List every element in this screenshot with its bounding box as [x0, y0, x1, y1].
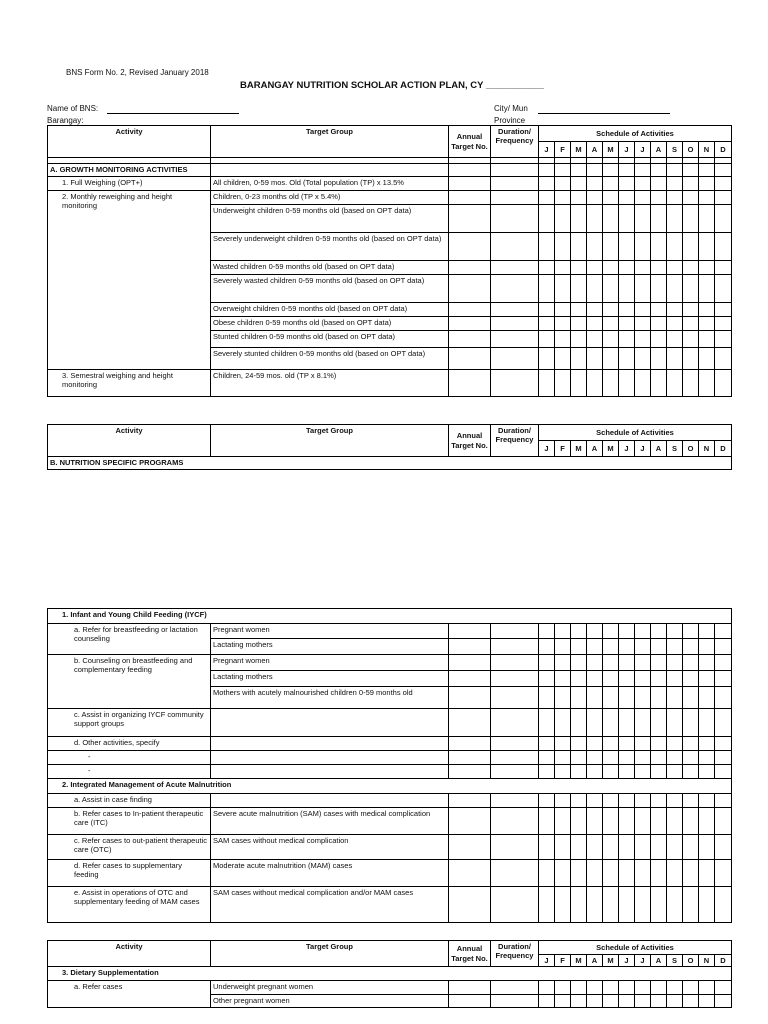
month-dec: D: [715, 955, 732, 967]
duration-header: Duration/ Frequency: [491, 126, 539, 158]
activity-cell: 3. Semestral weighing and height monitoring: [48, 370, 211, 397]
month-sep: S: [667, 441, 683, 457]
month-apr: A: [587, 441, 603, 457]
iycf-title: 1. Infant and Young Child Feeding (IYCF): [48, 609, 732, 624]
month-nov: N: [699, 955, 715, 967]
dietary-title: 3. Dietary Supplementation: [48, 967, 732, 981]
target-cell: Moderate acute malnutrition (MAM) cases: [211, 860, 449, 887]
target-cell: Mothers with acutely malnourished children 0-59 months old: [211, 687, 449, 709]
month-aug: A: [651, 955, 667, 967]
schedule-header: Schedule of Activities: [539, 425, 732, 441]
month-nov: N: [699, 441, 715, 457]
province-label: Province: [494, 116, 526, 125]
month-jun: J: [619, 142, 635, 158]
month-oct: O: [683, 955, 699, 967]
section-a-title: A. GROWTH MONITORING ACTIVITIES: [48, 164, 211, 177]
activity-cell: a. Refer cases: [48, 981, 211, 1008]
target-cell: Wasted children 0-59 months old (based on OPT data): [211, 261, 449, 275]
table-row: [48, 655, 732, 671]
table-row: [48, 191, 732, 205]
month-may: M: [603, 441, 619, 457]
target-cell: Children, 0-23 months old (TP x 5.4%): [211, 191, 449, 205]
duration-header: Duration/ Frequency: [491, 425, 539, 457]
month-feb: F: [555, 441, 571, 457]
target-cell: Severely wasted children 0-59 months old (based on OPT data): [211, 275, 449, 303]
table-row: [48, 709, 732, 737]
month-apr: A: [587, 955, 603, 967]
target-cell: SAM cases without medical complication and/or MAM cases: [211, 887, 449, 923]
month-sep: S: [667, 955, 683, 967]
table-row: [48, 860, 732, 887]
activity-cell: -: [48, 765, 211, 779]
city-mun-field[interactable]: [538, 104, 670, 114]
table-row: [48, 737, 732, 751]
target-cell: SAM cases without medical complication: [211, 835, 449, 860]
month-jul: J: [635, 441, 651, 457]
target-cell: All children, 0-59 mos. Old (Total population (TP) x 13.5%: [211, 177, 449, 191]
nutrition-specific-table: [47, 424, 732, 470]
activity-cell: d. Refer cases to supplementary feeding: [48, 860, 211, 887]
month-mar: M: [571, 441, 587, 457]
target-cell: Severely underweight children 0-59 months old (based on OPT data): [211, 233, 449, 261]
month-oct: O: [683, 441, 699, 457]
month-nov: N: [699, 142, 715, 158]
annual-target-header: Annual Target No.: [449, 126, 491, 158]
target-cell: Severe acute malnutrition (SAM) cases with medical complication: [211, 808, 449, 835]
target-cell: Underweight children 0-59 months old (based on OPT data): [211, 205, 449, 233]
target-cell: Pregnant women: [211, 624, 449, 639]
city-mun-label: City/ Mun: [494, 104, 528, 113]
form-number: BNS Form No. 2, Revised January 2018: [66, 68, 209, 77]
month-may: M: [603, 955, 619, 967]
schedule-header: Schedule of Activities: [539, 126, 732, 142]
month-mar: M: [571, 142, 587, 158]
month-jun: J: [619, 955, 635, 967]
target-cell: Obese children 0-59 months old (based on OPT data): [211, 317, 449, 331]
target-cell: Other pregnant women: [211, 995, 449, 1008]
form-title: BARANGAY NUTRITION SCHOLAR ACTION PLAN, CY ___________: [240, 80, 545, 91]
activity-cell: a. Refer for breastfeeding or lactation counseling: [48, 624, 211, 655]
target-group-header: Target Group: [211, 941, 449, 967]
activity-header: Activity: [48, 425, 211, 457]
dietary-table: [47, 940, 732, 1008]
month-jul: J: [635, 142, 651, 158]
annual-target-header: Annual Target No.: [449, 425, 491, 457]
month-sep: S: [667, 142, 683, 158]
activity-cell: -: [48, 751, 211, 765]
section-b-title: B. NUTRITION SPECIFIC PROGRAMS: [48, 457, 732, 470]
target-cell: Lactating mothers: [211, 639, 449, 655]
target-group-header: Target Group: [211, 126, 449, 158]
target-cell: Underweight pregnant women: [211, 981, 449, 995]
month-feb: F: [555, 142, 571, 158]
table-row: [48, 835, 732, 860]
month-aug: A: [651, 441, 667, 457]
table-row: [48, 177, 732, 191]
table-row: [48, 370, 732, 397]
activity-cell: b. Counseling on breastfeeding and complementary feeding: [48, 655, 211, 709]
activity-cell: e. Assist in operations of OTC and supplementary feeding of MAM cases: [48, 887, 211, 923]
table-row: [48, 624, 732, 639]
target-cell: Severely stunted children 0-59 months old (based on OPT data): [211, 348, 449, 370]
month-dec: D: [715, 441, 732, 457]
target-cell: Children, 24-59 mos. old (TP x 8.1%): [211, 370, 449, 397]
activity-cell: c. Assist in organizing IYCF community support groups: [48, 709, 211, 737]
activity-header: Activity: [48, 126, 211, 158]
month-jan: J: [539, 441, 555, 457]
schedule-header: Schedule of Activities: [539, 941, 732, 955]
activity-header: Activity: [48, 941, 211, 967]
activity-cell: c. Refer cases to out-patient therapeutic care (OTC): [48, 835, 211, 860]
table-row: [48, 765, 732, 779]
table-row: [48, 808, 732, 835]
activity-cell: a. Assist in case finding: [48, 794, 211, 808]
target-cell: Stunted children 0-59 months old (based on OPT data): [211, 331, 449, 348]
name-of-bns-field[interactable]: [107, 104, 239, 114]
month-jul: J: [635, 955, 651, 967]
month-mar: M: [571, 955, 587, 967]
month-jan: J: [539, 142, 555, 158]
month-oct: O: [683, 142, 699, 158]
table-row: [48, 887, 732, 923]
activity-cell: b. Refer cases to In-patient therapeutic care (ITC): [48, 808, 211, 835]
growth-monitoring-table: [47, 125, 732, 397]
target-cell: Overweight children 0-59 months old (based on OPT data): [211, 303, 449, 317]
barangay-label: Barangay:: [47, 116, 84, 125]
table-row: [48, 751, 732, 765]
imam-title: 2. Integrated Management of Acute Malnutrition: [48, 779, 732, 794]
month-jan: J: [539, 955, 555, 967]
target-cell: Lactating mothers: [211, 671, 449, 687]
month-jun: J: [619, 441, 635, 457]
activity-cell: 1. Full Weighing (OPT+): [48, 177, 211, 191]
annual-target-header: Annual Target No.: [449, 941, 491, 967]
duration-header: Duration/ Frequency: [491, 941, 539, 967]
month-dec: D: [715, 142, 732, 158]
month-aug: A: [651, 142, 667, 158]
iycf-imam-table: [47, 608, 732, 923]
activity-cell: 2. Monthly reweighing and height monitoring: [48, 191, 211, 370]
month-feb: F: [555, 955, 571, 967]
target-group-header: Target Group: [211, 425, 449, 457]
month-apr: A: [587, 142, 603, 158]
month-may: M: [603, 142, 619, 158]
table-row: [48, 981, 732, 995]
table-row: [48, 794, 732, 808]
activity-cell: d. Other activities, specify: [48, 737, 211, 751]
name-of-bns-label: Name of BNS:: [47, 104, 99, 113]
target-cell: Pregnant women: [211, 655, 449, 671]
